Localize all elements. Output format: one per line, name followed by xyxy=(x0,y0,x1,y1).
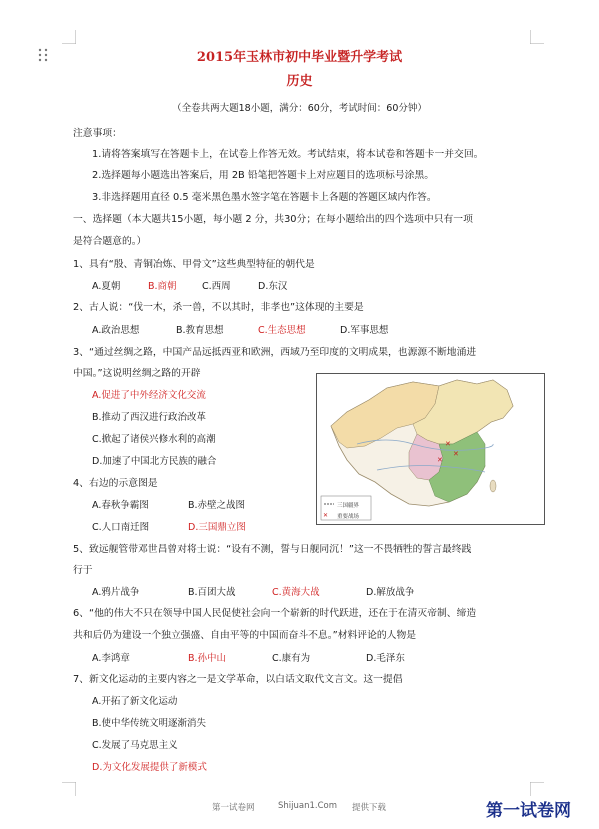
q3-option-a-answer[interactable]: A.促进了中外经济文化交流 xyxy=(92,390,206,401)
q6-option-b-answer[interactable]: B.孙中山 xyxy=(188,653,227,664)
exam-subject: 历史 xyxy=(286,74,313,89)
corner-mark-top-left xyxy=(62,30,76,44)
q6-stem-line-1: 6、“他的伟大不只在领导中国人民促使社会向一个崭新的时代跃进，还在于在清灭帝制、缔造 xyxy=(73,608,477,619)
exam-note: （全卷共两大题18小题，满分：60分，考试时间：60分钟） xyxy=(172,103,427,114)
q7-stem: 7、新文化运动的主要内容之一是文学革命，以白话文取代文言文。这一提倡 xyxy=(73,674,403,685)
q5-option-b[interactable]: B.百团大战 xyxy=(188,587,236,598)
q1-option-d[interactable]: D.东汉 xyxy=(258,281,288,292)
q7-option-d-answer[interactable]: D.为文化发展提供了新模式 xyxy=(92,762,207,773)
q1-option-c[interactable]: C.西周 xyxy=(202,281,231,292)
svg-text:✕: ✕ xyxy=(323,512,329,519)
q3-stem-line-1: 3、“通过丝绸之路，中国产品远抵西亚和欧洲，西域乃至印度的文明成果，也源源不断地涌进 xyxy=(73,347,477,358)
footer-right-text: 提供下载 xyxy=(352,803,387,813)
q4-stem: 4、右边的示意图是 xyxy=(73,478,158,489)
q3-option-b[interactable]: B.推动了西汉进行政治改革 xyxy=(92,412,207,423)
q4-option-c[interactable]: C.人口南迁图 xyxy=(92,522,150,533)
section-1-line-2: 是符合题意的。） xyxy=(73,236,147,247)
q3-option-d[interactable]: D.加速了中国北方民族的融合 xyxy=(92,456,217,467)
corner-mark-bottom-left xyxy=(62,782,76,796)
corner-mark-top-right xyxy=(530,30,544,44)
svg-text:✕: ✕ xyxy=(437,456,443,464)
q1-stem: 1、具有“殷、青铜冶炼、甲骨文”这些典型特征的朝代是 xyxy=(73,259,315,270)
map-legend-battle: 重要战场 xyxy=(337,514,360,520)
map-legend-border: 三国疆界 xyxy=(337,503,360,509)
q2-option-a[interactable]: A.政治思想 xyxy=(92,325,140,336)
footer-left-text: 第一试卷网 xyxy=(212,803,255,813)
corner-mark-bottom-right xyxy=(530,782,544,796)
q6-option-d[interactable]: D.毛泽东 xyxy=(366,653,405,664)
q2-option-c-answer[interactable]: C.生态思想 xyxy=(258,325,306,336)
q3-stem-line-2: 中国。”这说明丝绸之路的开辟 xyxy=(73,368,201,379)
brand-logo-text: 第一试卷网 xyxy=(486,801,571,821)
q7-option-b[interactable]: B.使中华传统文明逐渐消失 xyxy=(92,718,207,729)
q1-option-a[interactable]: A.夏朝 xyxy=(92,281,121,292)
q4-option-b[interactable]: B.赤壁之战图 xyxy=(188,500,246,511)
notice-item-1: 1.请将答案填写在答题卡上，在试卷上作答无效。考试结束，将本试卷和答题卡一并交回。 xyxy=(92,149,484,160)
q6-option-a[interactable]: A.李鸿章 xyxy=(92,653,130,664)
q5-stem-line-1: 5、致远舰管带邓世昌曾对将士说：“设有不测，誓与日舰同沉！”这一不畏牺牲的誓言最终践 xyxy=(73,544,472,555)
q2-stem: 2、古人说：“伐一木，杀一兽，不以其时，非孝也”这体现的主要是 xyxy=(73,302,364,313)
q7-option-c[interactable]: C.发展了马克思主义 xyxy=(92,740,178,751)
notice-heading: 注意事项： xyxy=(73,128,122,139)
q5-stem-line-2: 行于 xyxy=(73,565,93,576)
q6-stem-line-2: 共和后仍为建设一个独立强盛、自由平等的中国而奋斗不息。”材料评论的人物是 xyxy=(73,630,417,641)
q2-option-b[interactable]: B.教育思想 xyxy=(176,325,224,336)
q5-option-c-answer[interactable]: C.黄海大战 xyxy=(272,587,320,598)
q4-option-a[interactable]: A.春秋争霸图 xyxy=(92,500,149,511)
three-kingdoms-map xyxy=(316,373,545,525)
q5-option-d[interactable]: D.解放战争 xyxy=(366,587,415,598)
q2-option-d[interactable]: D.军事思想 xyxy=(340,325,389,336)
exam-title: 2015年玉林市初中毕业暨升学考试 xyxy=(196,50,403,65)
section-1-line-1: 一、选择题（本大题共15小题，每小题 2 分，共30分；在每小题给出的四个选项中只有一项 xyxy=(73,214,473,225)
q1-option-b-answer[interactable]: B.商朝 xyxy=(148,281,177,292)
q3-option-c[interactable]: C.掀起了诸侯兴修水利的高潮 xyxy=(92,434,216,445)
notice-item-2: 2.选择题每小题选出答案后，用 2B 铅笔把答题卡上对应题目的选项标号涂黑。 xyxy=(92,170,435,181)
q5-option-a[interactable]: A.鸦片战争 xyxy=(92,587,140,598)
q7-option-a[interactable]: A.开拓了新文化运动 xyxy=(92,696,178,707)
svg-text:✕: ✕ xyxy=(453,450,459,458)
q6-option-c[interactable]: C.康有为 xyxy=(272,653,311,664)
svg-text:✕: ✕ xyxy=(445,440,451,448)
footer-site-link[interactable]: Shijuan1.Com xyxy=(278,801,338,811)
notice-item-3: 3.非选择题用直径 0.5 毫米黑色墨水签字笔在答题卡上各题的答题区域内作答。 xyxy=(92,192,437,203)
q4-option-d-answer[interactable]: D.三国鼎立图 xyxy=(188,522,246,533)
